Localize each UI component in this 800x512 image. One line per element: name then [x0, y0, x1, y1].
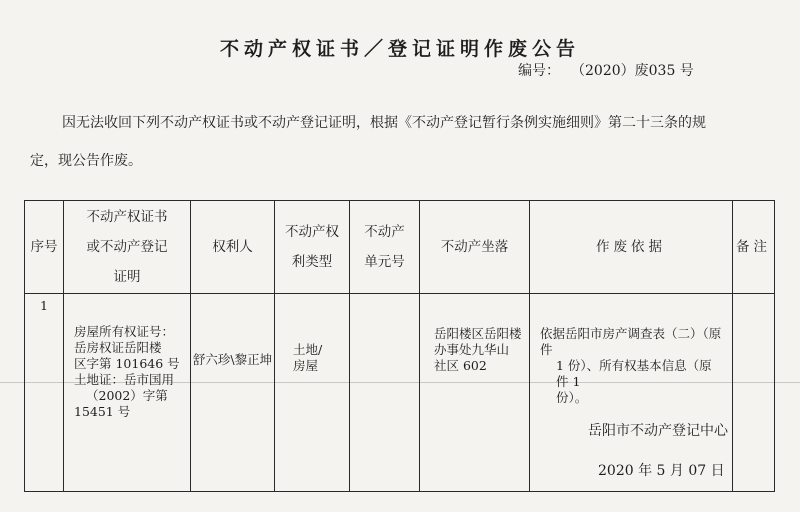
- location-line: 办事处九华山: [434, 342, 510, 357]
- cert-line: （2002）字第: [86, 388, 168, 403]
- location-line: 社区 602: [434, 358, 487, 373]
- header-cert-line: 或不动产登记: [86, 239, 168, 255]
- cert-line: 15451 号: [74, 404, 131, 419]
- cert-line: 房屋所有权证号：: [74, 324, 175, 339]
- cell-unit-no: [350, 294, 420, 492]
- header-cert-line: 证明: [113, 269, 141, 285]
- cell-cert: [64, 294, 191, 492]
- right-type-line: 房屋: [293, 358, 319, 373]
- header-right-type-line: 不动产权: [285, 224, 339, 240]
- document-number-value: （2020）废035 号: [578, 63, 694, 79]
- cert-line: 岳房权证岳阳楼: [74, 340, 162, 355]
- issuing-organization: 岳阳市不动产登记中心: [588, 423, 728, 439]
- header-note: 备注: [733, 201, 775, 294]
- cert-line: 土地证：岳市国用: [74, 372, 175, 387]
- basis-line: 份）。: [556, 390, 588, 405]
- header-location: 不动产坐落: [420, 201, 530, 294]
- void-certificate-table: [24, 200, 775, 492]
- header-unit-no-line: 单元号: [364, 254, 405, 270]
- cell-right-type: [275, 294, 350, 492]
- cell-location: [420, 294, 530, 492]
- issue-date: 2020 年 5 月 07 日: [598, 463, 725, 479]
- header-seq: 序号: [25, 201, 64, 294]
- cert-line: 区字第 101646 号: [74, 356, 180, 371]
- document-number-label: 编号：: [518, 63, 560, 79]
- document-number: [518, 60, 694, 80]
- basis-line: 依据岳阳市房产调查表（二）（原件: [540, 326, 722, 357]
- header-cert: [64, 201, 191, 294]
- notice-title: 不动产权证书／登记证明作废公告: [219, 38, 580, 60]
- header-basis: 作废依据: [530, 201, 733, 294]
- basis-line: 1 份）、所有权基本信息（原件 1: [556, 358, 712, 389]
- header-right-type: [275, 201, 350, 294]
- header-right-type-line: 利类型: [291, 254, 333, 270]
- cell-note: [733, 294, 775, 492]
- header-unit-no: [350, 201, 420, 294]
- location-line: 岳阳楼区岳阳楼: [434, 326, 522, 341]
- cell-owner: 舒六珍\黎正坤: [191, 294, 275, 492]
- header-owner: 权利人: [191, 201, 275, 294]
- right-type-line: 土地/: [293, 342, 323, 357]
- notice-body: [30, 104, 775, 180]
- table-header-row: [25, 201, 775, 294]
- header-cert-line: 不动产权证书: [86, 209, 168, 225]
- header-unit-no-line: 不动产: [364, 224, 405, 240]
- notice-body-line-2: 定，现公告作废。: [30, 153, 142, 169]
- notice-body-line-1: 因无法收回下列不动产权证书或不动产登记证明，根据《不动产登记暂行条例实施细则》第二十三条的规: [62, 115, 706, 131]
- cell-seq: 1: [25, 294, 64, 492]
